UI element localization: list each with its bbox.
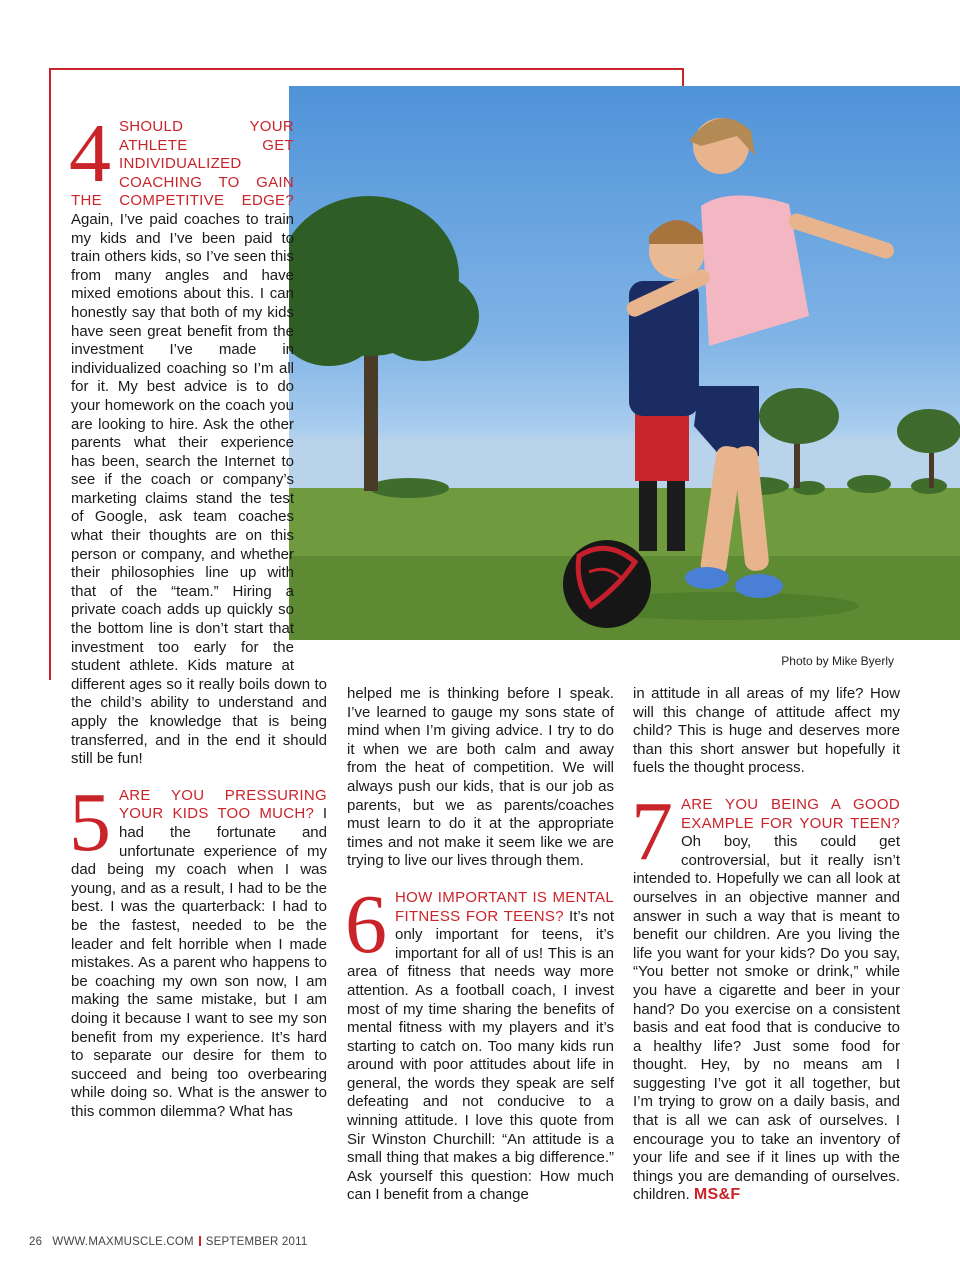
footer-site: WWW.MAXMUSCLE.COM xyxy=(52,1236,194,1248)
section-4 xyxy=(69,107,327,769)
section-5-continued: helped me is thinking before I speak. I’ve learned to gauge my sons state of mind when I’m giving advice. I try to do it when we are both calm and away from the heat of competition. We will always push our kids, that is our job as parents, but we as parents/coaches must learn to do it at the appropriate times and not make it seem like we are trying to live our lives through them. xyxy=(347,685,614,870)
section-6 xyxy=(345,877,614,1205)
column-3 xyxy=(633,685,900,1205)
footer-separator xyxy=(199,1236,201,1246)
article-photo xyxy=(289,86,960,640)
section-4-heading: SHOULD YOUR ATHLETE GET INDIVIDUALIZED COACHING TO GAIN THE COMPETITIVE EDGE? xyxy=(71,118,294,210)
page-footer xyxy=(29,1236,307,1248)
photo-illustration xyxy=(289,86,960,640)
section-6-body: It’s not only important for teens, it’s important for all of us! This is an area of fitness that needs way more attention. As a football coach, I invest most of my time sharing the benefits of mental fitness with my players and it’s starting to catch on. Too many kids run around with poor attitudes about life in general, the words they speak are self defeating and not conducive to a winning attitude. I love this quote from Sir Winston Churchill: “An attitude is a small thing that makes a big difference.” Ask yourself this question: How much can I benefit from a change xyxy=(347,907,614,1204)
drop-cap-5: 5 xyxy=(69,775,111,869)
photo-wrap-spacer xyxy=(294,118,327,658)
frame-rule-top xyxy=(49,68,684,70)
drop-cap-6: 6 xyxy=(345,877,387,971)
column-1 xyxy=(69,107,327,1121)
section-5 xyxy=(69,775,327,1122)
section-5-heading: ARE YOU PRESSURING YOUR KIDS TOO MUCH? xyxy=(119,786,327,823)
section-7-body: Oh boy, this could get controversial, but it really isn’t intended to. Hopefully we can all look at ourselves in an objective manner and answer in such a way that is meant to benefit our children. Are you living the life you want for your kids? Do you say, “You better not smoke or drink,” while you have a cigarette and beer in your hand? Do you exercise on a consistent basis and eat food that is conducive to a healthy life? Just some food for thought. Hey, by no means am I suggesting I’ve got it all together, but I’m trying to grow on a daily basis, and that is all we can ask of ourselves. I encourage you to take an inventory of your life and see if it lines up with the things you are demanding of ourselves. children. xyxy=(633,833,900,1204)
column-2 xyxy=(347,685,614,1205)
frame-rule-right xyxy=(682,68,684,86)
footer-issue: SEPTEMBER 2011 xyxy=(205,1236,308,1248)
frame-rule-left xyxy=(49,68,51,680)
section-7 xyxy=(631,784,900,1205)
section-6-heading: HOW IMPORTANT IS MENTAL FITNESS FOR TEENS? xyxy=(395,888,614,925)
end-mark-logo: MS&F xyxy=(693,1186,741,1204)
section-6-continued: in attitude in all areas of my life? How will this change of attitude affect my child? This is huge and deserves more than this short answer but hopefully it fuels the thought process. xyxy=(633,685,900,777)
drop-cap-7: 7 xyxy=(631,784,673,878)
page-number: 26 xyxy=(29,1236,43,1248)
section-4-body: Again, I’ve paid coaches to train my kids and I’ve been paid to train others kids, so I’ve seen this from many angles and have mixed emotions about this. I can honestly say that both of my kids have seen great benefit from the investment I’ve made in individualized coaching so I’m all for it. My best advice is to do your homework on the coach you are looking to hire. Ask the other parents what their experience has been, search the Internet to see if the coach or company’s marketing claims stand the test of Google, ask team coaches what their thoughts are on this person or company, and whether their philosophies line up with that of the “team.” Hiring a private coach adds up quickly so the bottom line is don’t start that investment too early for the student athlete. Kids mature at different ages so it really boils down to the child’s ability to understand and apply the knowledge that is being transferred, and in the end it should still be fun! xyxy=(71,210,327,768)
section-5-body: I had the fortunate and unfortunate experience of my dad being my coach when I was young, and as a result, I had to be the best. I was the quarterback: I had to be the fastest, needed to be the leader and felt horrible when I made mistakes. As a parent who happens to be coaching my own son now, I am making the same mistake, but I am doing it because I want to see my son benefit from my experience. It’s hard to separate our desire for them to succeed and being too overbearing while doing so. What is the answer to this common dilemma? What has xyxy=(71,805,327,1120)
drop-cap-4: 4 xyxy=(69,107,111,200)
photo-credit: Photo by Mike Byerly xyxy=(781,654,894,668)
section-7-heading: ARE YOU BEING A GOOD EXAMPLE FOR YOUR TEEN? xyxy=(681,795,900,832)
